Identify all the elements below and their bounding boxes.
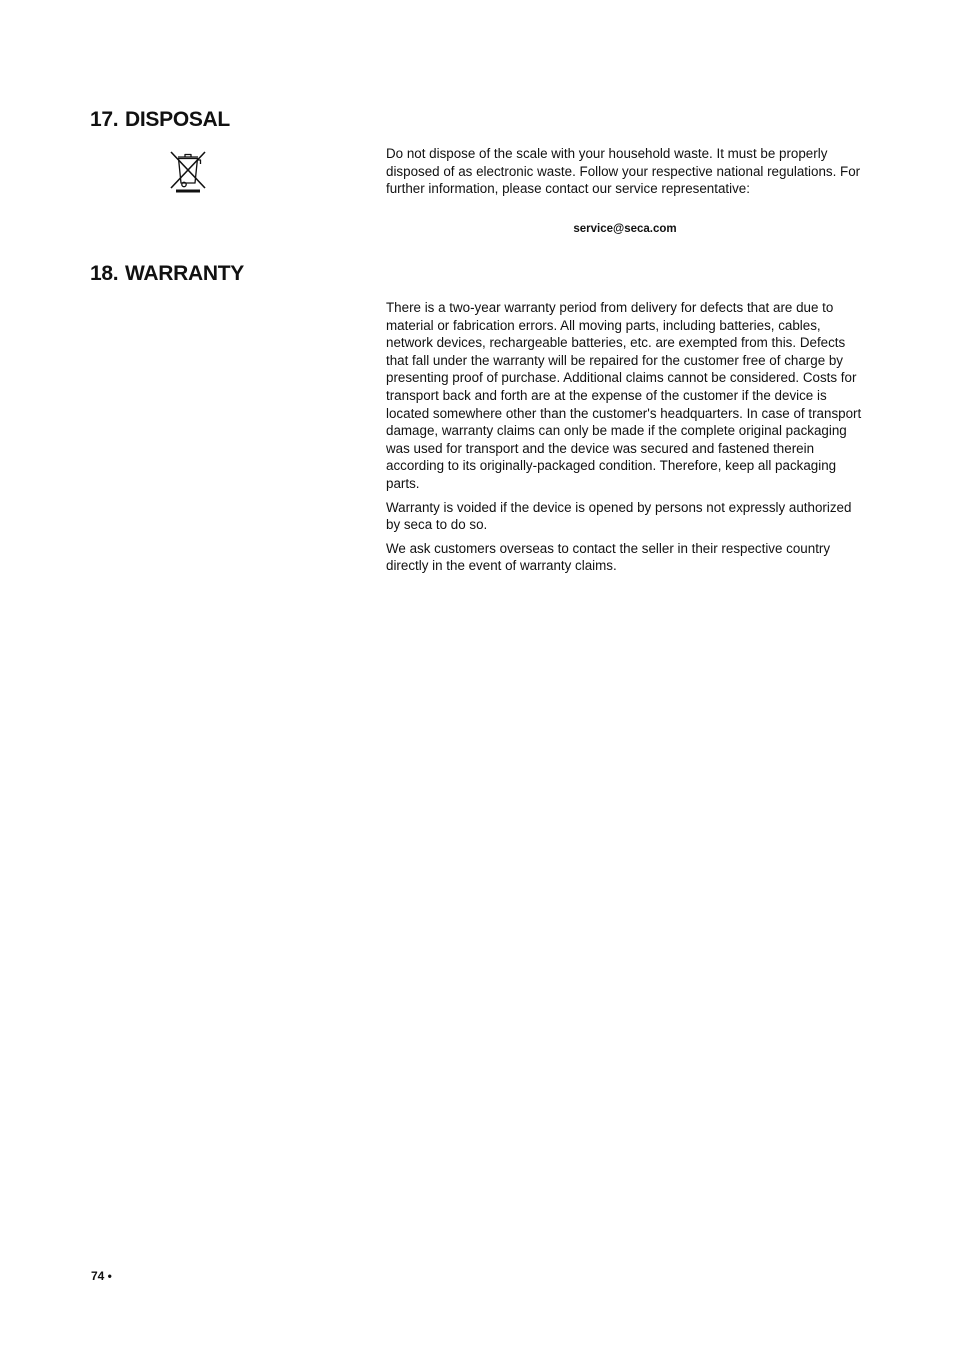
service-email: service@seca.com	[573, 223, 677, 235]
warranty-paragraph-overseas: We ask customers overseas to contact the seller in their respective country directly in the event of warranty claims.	[386, 540, 831, 574]
section-number: 18.	[90, 262, 119, 285]
section-number: 17.	[90, 108, 119, 131]
warranty-paragraph-terms: There is a two-year warranty period from delivery for defects that are due to material or fabrication errors. All moving parts, including batteries, cables, network devices, rechargeable batteries, etc. are exempted from this. Defects that fall under the warranty will be repaired for the customer free of charge by presenting proof of purchase. Additional claims cannot be considered. Costs for transport back and forth are at the expense of the customer if the device is located somewhere other than the customer's headquarters. In case of transport damage, warranty claims can only be made if the complete original packaging was used for transport and the device was secured and fastened therein according to its originally-packaged condition. Therefore, keep all packaging parts.	[386, 300, 862, 491]
crossed-out-wheelie-bin-icon	[167, 148, 209, 194]
section-heading-disposal	[90, 108, 230, 132]
section-title: WARRANTY	[125, 262, 244, 285]
disposal-paragraph: Do not dispose of the scale with your household waste. It must be properly disposed of as electronic waste. Follow your respective national regulations. For further information, please contact our service representative:	[386, 146, 861, 197]
warranty-body	[386, 299, 864, 581]
page-number: 74 •	[91, 1269, 112, 1283]
disposal-body	[386, 145, 864, 204]
section-title: DISPOSAL	[125, 108, 230, 131]
section-heading-warranty	[90, 262, 244, 286]
warranty-paragraph-void: Warranty is voided if the device is opened by persons not expressly authorized by seca to do so.	[386, 499, 852, 533]
